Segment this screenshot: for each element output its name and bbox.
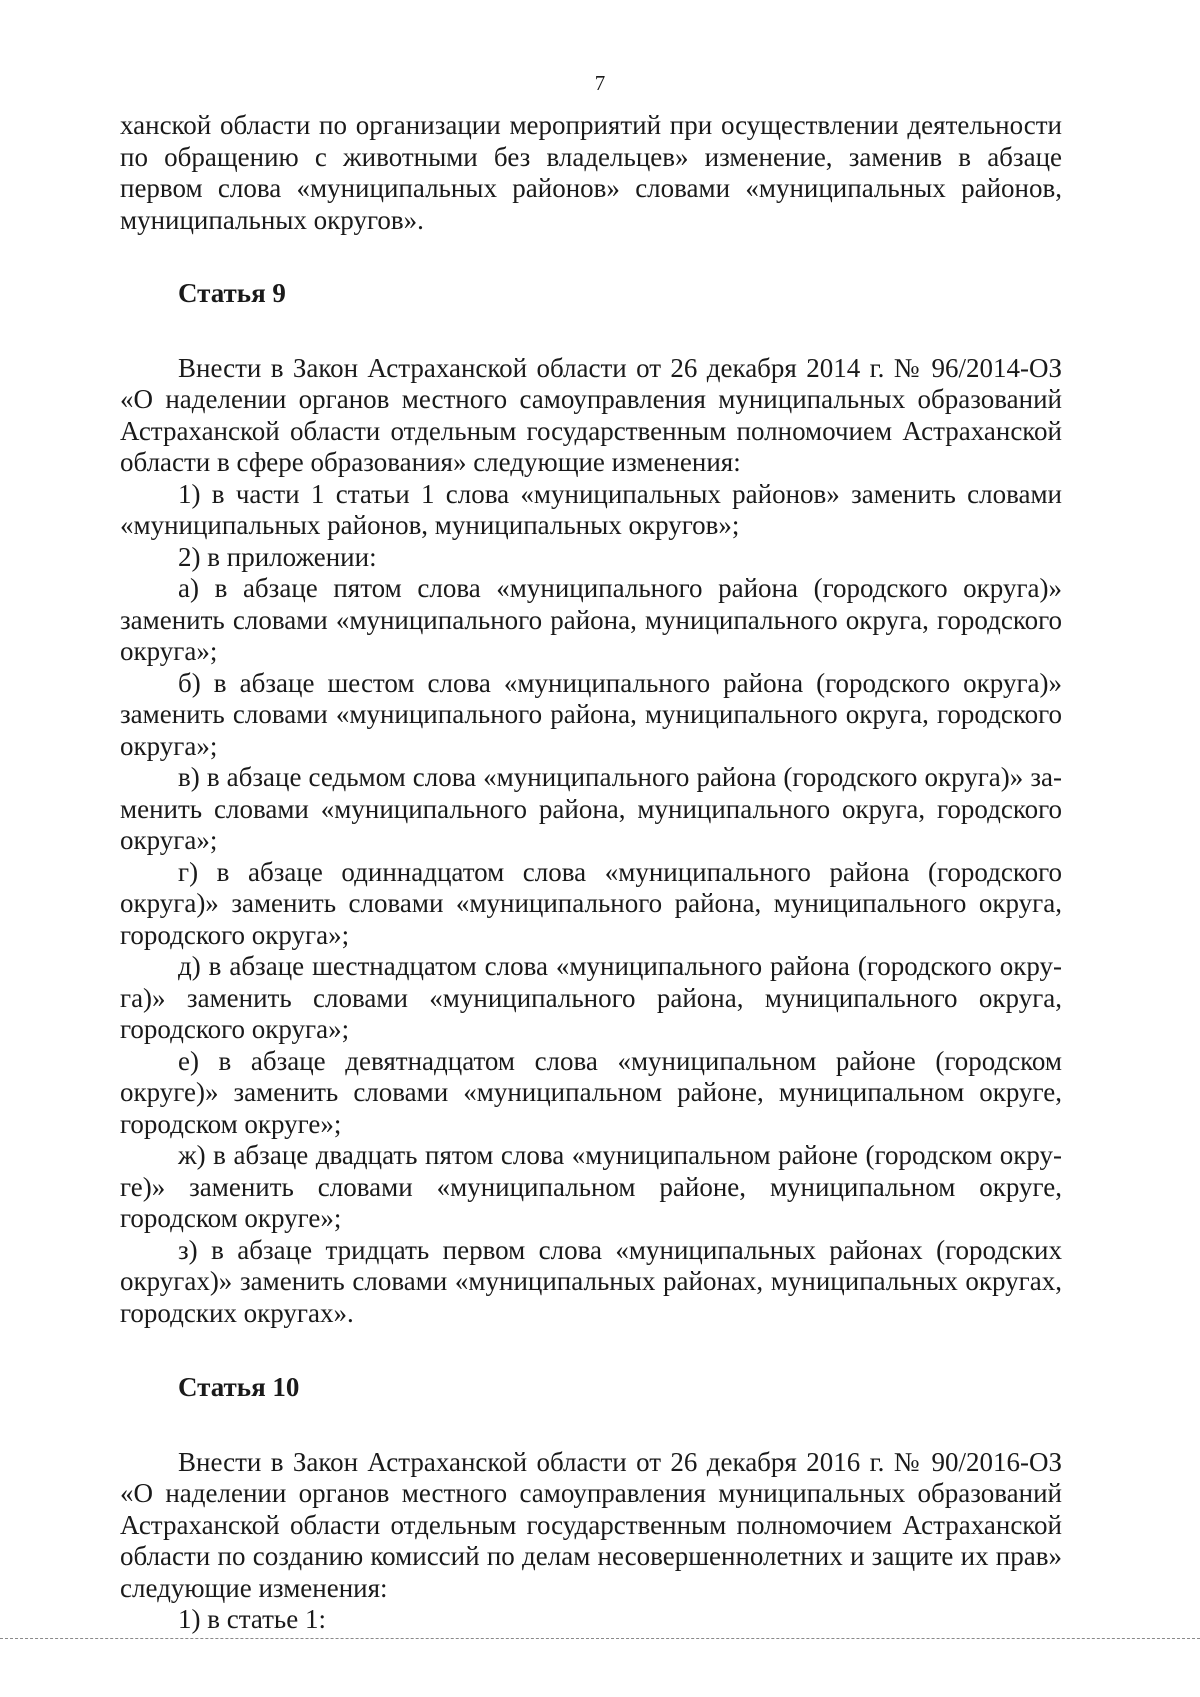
page-number: 7 (594, 71, 606, 95)
article-9-item: 2) в приложении: (178, 541, 377, 572)
article-9-item: б) в абзаце шестом слова «муниципального района (городского округа)» заменить словами «муниципального района, муниципального округа, городского округа»; (120, 667, 1062, 761)
article-9-item: е) в абзаце девятнадцатом слова «муниципальном районе (городском округе)» заменить словами «муниципальном районе, муниципальном округе, городском округе»; (120, 1045, 1062, 1139)
article-9-intro: Внести в Закон Астраханской области от 26 декабря 2014 г. № 96/2014-ОЗ «О наделении органов местного самоуправления муниципальных образований Астраханской области отдельным государственным полномочием Астраханской области в сфере образования» следующие изменения: (120, 352, 1062, 477)
article-9-item: д) в абзаце шестнадцатом слова «муниципального района (городского округа)» заменить словами «муниципального района, муниципального округа, городского округа»; (120, 951, 1062, 1044)
article-9-heading: Статья 9 (178, 278, 286, 308)
article-10-item: 1) в статье 1: (178, 1604, 326, 1634)
article-10-heading: Статья 10 (178, 1372, 300, 1402)
page-bottom-divider (0, 1638, 1200, 1639)
article-9-item: г) в абзаце одиннадцатом слова «муниципального района (городского округа)» заменить словами «муниципального района, муниципального округа, городского округа»; (120, 856, 1062, 950)
article-9-item: в) в абзаце седьмом слова «муниципального района (городского округа)» заменить словами «муниципального района, муниципального округа, городского округа»; (120, 762, 1062, 855)
article-9-item: 1) в части 1 статьи 1 слова «муниципальных районов» заменить словами «муниципальных районов, муниципальных округов»; (120, 478, 1062, 540)
article-9-item: з) в абзаце тридцать первом слова «муниципальных районах (городских округах)» заменить словами «муниципальных районах, муниципальных округах, городских округах». (120, 1234, 1062, 1328)
article-9-item: ж) в абзаце двадцать пятом слова «муниципальном районе (городском округе)» заменить словами «муниципальном районе, муниципальном округе, городском округе»; (120, 1140, 1062, 1233)
article-9-item: а) в абзаце пятом слова «муниципального района (городского округа)» заменить словами «муниципального района, муниципального округа, городского округа»; (120, 573, 1062, 666)
article-10-intro: Внести в Закон Астраханской области от 26 декабря 2016 г. № 90/2016-ОЗ «О наделении органов местного самоуправления муниципальных образований Астраханской области отдельным государственным полномочием Астраханской области по созданию комиссий по делам несовершеннолетних и защите их прав» следующие изменения: (120, 1446, 1062, 1603)
document-body (120, 110, 1062, 1636)
intro-paragraph: ханской области по организации мероприятий при осуществлении деятельности по обращению с животными без владельцев» изменение, заменив в абзаце первом слова «муниципальных районов» словами «муниципальных районов, муниципальных округов». (120, 110, 1062, 235)
